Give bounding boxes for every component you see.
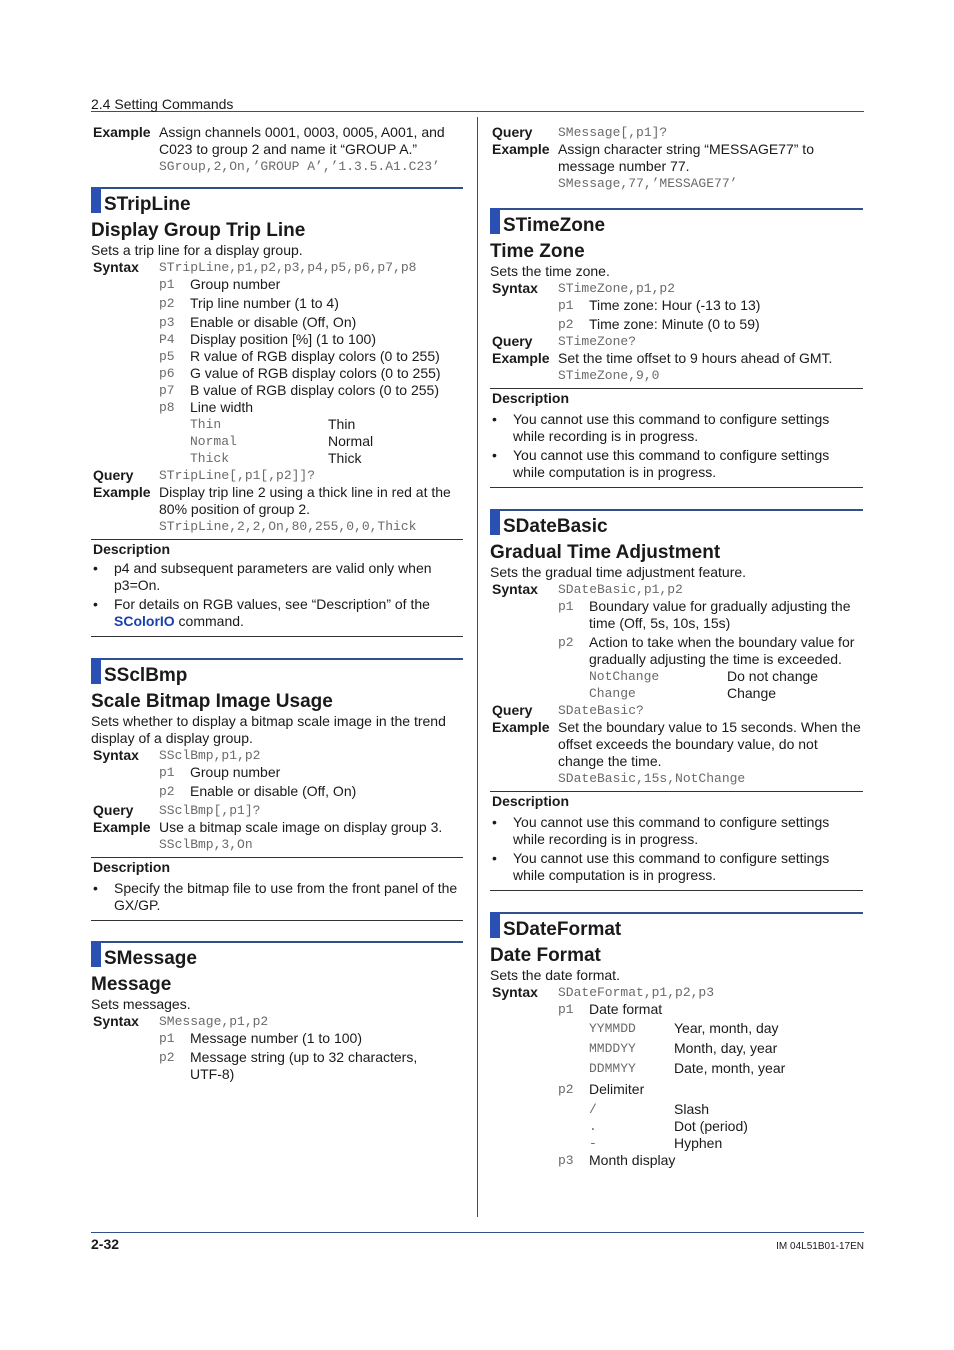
- text-block: G value of RGB display colors (0 to 255): [190, 365, 441, 381]
- parameter-row: [159, 1049, 463, 1083]
- page-number: 2-32: [91, 1236, 120, 1252]
- option-row: [589, 668, 863, 685]
- option-row: [589, 685, 863, 702]
- bullet: •: [492, 447, 497, 463]
- page-footer: [91, 1232, 864, 1252]
- text-block: [91, 259, 463, 467]
- code-text: SMessage,p1,p2: [159, 1014, 269, 1029]
- text-block: Display trip line 2 using a thick line in red at the 80% position of group 2.: [159, 484, 451, 517]
- section-title: Date Format: [490, 945, 601, 966]
- code-text: -: [589, 1136, 597, 1151]
- text-block: Date, month, year: [674, 1060, 786, 1076]
- section-smessage: [91, 941, 463, 1085]
- parameter-row: [159, 276, 463, 293]
- option-row: [589, 1118, 863, 1135]
- text-block: [91, 658, 463, 686]
- text-block: [490, 850, 863, 884]
- section-stripline: [91, 187, 463, 637]
- section-title: Time Zone: [490, 241, 585, 262]
- text-block: [91, 747, 463, 802]
- text-block: Display position [%] (1 to 100): [190, 331, 376, 347]
- parameter-row: [159, 331, 463, 348]
- text-block: [490, 124, 863, 141]
- text-block: For details on RGB values, see “Description” of the: [114, 596, 430, 612]
- parameter-row: [558, 316, 863, 333]
- command-marker: [91, 941, 101, 967]
- code-text: p7: [159, 383, 175, 398]
- text-block: [114, 596, 463, 630]
- left-column: [91, 124, 463, 1085]
- command-marker: [490, 208, 500, 234]
- text-block: [91, 596, 463, 630]
- text-block: [490, 333, 863, 350]
- text-block: [558, 984, 863, 1171]
- section-sdateformat: [490, 912, 863, 1171]
- code-text: NotChange: [589, 669, 660, 684]
- command-name: SMessage: [104, 948, 197, 969]
- field-label: Example: [492, 350, 550, 366]
- parameter-row: [159, 1030, 463, 1047]
- text-block: Enable or disable (Off, On): [190, 783, 357, 799]
- text-block: [490, 141, 863, 192]
- parameter-row: [558, 1081, 863, 1098]
- text-block: [490, 411, 863, 445]
- command-marker: [490, 912, 500, 938]
- text-block: [159, 819, 463, 853]
- description-heading: Description: [492, 390, 570, 406]
- text-block: Change: [727, 685, 777, 701]
- parameter-row: [159, 783, 463, 800]
- text-block: [91, 467, 463, 484]
- text-block: Assign channels 0001, 0003, 0005, A001, and C023 to group 2 and name it “GROUP A.”: [159, 124, 445, 157]
- text-block: You cannot use this command to configure settings while computation is in progress.: [513, 850, 830, 883]
- text-block: [558, 141, 863, 192]
- code-text: Change: [589, 686, 636, 701]
- field-label: Query: [492, 333, 533, 349]
- text-block: Sets the date format.: [490, 967, 620, 983]
- bullet: •: [492, 411, 497, 427]
- parameter-row: [558, 1001, 863, 1018]
- text-block: Sets whether to display a bitmap scale image in the trend display of a display group.: [91, 713, 446, 746]
- text-block: R value of RGB display colors (0 to 255): [190, 348, 440, 364]
- field-label: Query: [93, 802, 134, 818]
- bullet: •: [492, 850, 497, 866]
- text-block: Assign character string “MESSAGE77” to message number 77.: [558, 141, 814, 174]
- option-row: [190, 450, 463, 467]
- option-row: [589, 1101, 863, 1118]
- section-title: Gradual Time Adjustment: [490, 542, 721, 563]
- parameter-row: [159, 295, 463, 312]
- code-text: DDMMYY: [589, 1061, 636, 1076]
- code-text: SMessage,77,’MESSAGE77’: [558, 176, 738, 191]
- text-block: [159, 747, 463, 802]
- field-label: Syntax: [492, 280, 538, 296]
- command-name: STripLine: [104, 194, 191, 215]
- option-row: [190, 416, 463, 433]
- field-label: Syntax: [492, 984, 538, 1000]
- text-block: Slash: [674, 1101, 710, 1117]
- bullet: •: [492, 814, 497, 830]
- code-text: SSclBmp,p1,p2: [159, 748, 261, 763]
- text-block: Delimiter: [589, 1081, 645, 1097]
- text-block: [558, 719, 863, 787]
- code-text: p1: [159, 277, 175, 292]
- code-text: p1: [159, 765, 175, 780]
- text-block: Use a bitmap scale image on display group 3.: [159, 819, 443, 835]
- text-block: [490, 702, 863, 719]
- text-block: [91, 560, 463, 594]
- section-stimezone: [490, 208, 863, 488]
- field-label: Syntax: [492, 581, 538, 597]
- text-block: [91, 941, 463, 969]
- field-label: Syntax: [93, 1013, 139, 1029]
- field-label: Example: [492, 719, 550, 735]
- parameter-row: [159, 399, 463, 416]
- code-text: SDateBasic,p1,p2: [558, 582, 683, 597]
- text-block: [490, 984, 863, 1171]
- text-block: [91, 802, 463, 819]
- code-text: p1: [159, 1031, 175, 1046]
- command-name: SDateBasic: [503, 516, 608, 537]
- description-box: [490, 791, 863, 891]
- text-block: Year, month, day: [674, 1020, 779, 1036]
- code-text: SSclBmp,3,On: [159, 837, 253, 852]
- text-block: Sets messages.: [91, 996, 191, 1012]
- code-text: STripLine,p1,p2,p3,p4,p5,p6,p7,p8: [159, 260, 417, 275]
- command-marker: [91, 658, 101, 684]
- code-text: SSclBmp[,p1]?: [159, 803, 261, 818]
- command-name: STimeZone: [503, 215, 606, 236]
- bullet: •: [93, 596, 98, 612]
- text-block: [490, 350, 863, 384]
- text-block: Set the boundary value to 15 seconds. When the offset exceeds the boundary value, do not change the time.: [558, 719, 861, 769]
- text-block: [159, 259, 463, 467]
- code-text: SDateFormat,p1,p2,p3: [558, 985, 715, 1000]
- field-label: Example: [93, 124, 151, 140]
- field-label: Query: [492, 702, 533, 718]
- text-block: [558, 280, 863, 333]
- code-text: STimeZone,p1,p2: [558, 281, 676, 296]
- text-block: [91, 484, 463, 535]
- text-block: [91, 880, 463, 914]
- code-text: Thin: [190, 417, 222, 432]
- code-text: p2: [558, 1082, 574, 1097]
- code-text: .: [589, 1119, 597, 1134]
- text-block: Do not change: [727, 668, 819, 684]
- text-block: Sets the gradual time adjustment feature.: [490, 564, 747, 580]
- command-bar: [91, 187, 463, 215]
- code-text: p2: [159, 1050, 175, 1065]
- text-block: Specify the bitmap file to use from the front panel of the GX/GP.: [114, 880, 458, 913]
- description-box: [91, 857, 463, 921]
- field-label: Example: [93, 484, 151, 500]
- text-block: Boundary value for gradually adjusting the time (Off, 5s, 10s, 15s): [589, 598, 851, 631]
- bullet: •: [93, 560, 98, 576]
- text-block: [490, 509, 863, 537]
- text-block: Trip line number (1 to 4): [190, 295, 339, 311]
- section-title: Message: [91, 974, 172, 995]
- parameter-row: [558, 1152, 863, 1169]
- bullet: •: [93, 880, 98, 896]
- parameter-row: [558, 634, 863, 668]
- code-text: p2: [558, 635, 574, 650]
- code-text: p3: [159, 315, 175, 330]
- text-block: Sets the time zone.: [490, 263, 610, 279]
- option-row: [589, 1040, 863, 1057]
- parameter-row: [159, 348, 463, 365]
- code-text: p3: [558, 1153, 574, 1168]
- text-block: [91, 819, 463, 853]
- field-label: Query: [492, 124, 533, 140]
- text-block: [490, 280, 863, 333]
- text-block: Thin: [328, 416, 356, 432]
- code-text: STimeZone?: [558, 334, 637, 349]
- parameter-row: [159, 764, 463, 781]
- column-divider: [477, 117, 478, 1217]
- code-text: STripLine,2,2,On,80,255,0,0,Thick: [159, 519, 417, 534]
- command-name: SDateFormat: [503, 919, 622, 940]
- text-block: B value of RGB display colors (0 to 255): [190, 382, 440, 398]
- text-block: p4 and subsequent parameters are valid only when p3=On.: [114, 560, 432, 593]
- description-heading: Description: [492, 793, 570, 809]
- text-block: Month, day, year: [674, 1040, 778, 1056]
- text-block: Line width: [190, 399, 254, 415]
- description-box: [91, 539, 463, 637]
- text-block: Group number: [190, 764, 281, 780]
- section-title: 2.4 Setting Commands: [91, 96, 234, 112]
- text-block: Date format: [589, 1001, 663, 1017]
- field-label: Query: [93, 467, 134, 483]
- option-row: [589, 1060, 863, 1077]
- top-example: [91, 124, 463, 175]
- code-text: p6: [159, 366, 175, 381]
- text-block: Month display: [589, 1152, 676, 1168]
- code-text: SGroup,2,On,’GROUP A’,’1.3.5.A1.C23’: [159, 159, 440, 174]
- code-text: Thick: [190, 451, 230, 466]
- section-title: Display Group Trip Line: [91, 220, 306, 241]
- field-label: Example: [492, 141, 550, 157]
- command-marker: [91, 187, 101, 213]
- text-block: [490, 912, 863, 940]
- doc-number: IM 04L51B01-17EN: [776, 1241, 864, 1252]
- code-text: p1: [558, 298, 574, 313]
- text-block: Message string (up to 32 characters, UTF-8): [190, 1049, 418, 1082]
- text-block: Action to take when the boundary value for gradually adjusting the time is exceeded.: [589, 634, 855, 667]
- text-block: You cannot use this command to configure settings while recording is in progress.: [513, 814, 830, 847]
- text-block: Time zone: Minute (0 to 59): [589, 316, 760, 332]
- command-name: SSclBmp: [104, 665, 188, 686]
- scolorio-link[interactable]: SColorIO: [114, 613, 175, 629]
- text-block: Normal: [328, 433, 374, 449]
- text-block: [558, 350, 863, 384]
- text-block: [490, 447, 863, 481]
- code-text: /: [589, 1102, 597, 1117]
- code-text: MMDDYY: [589, 1041, 636, 1056]
- text-block: command.: [174, 613, 244, 629]
- code-text: p5: [159, 349, 175, 364]
- section-title: Scale Bitmap Image Usage: [91, 691, 333, 712]
- running-header: [91, 96, 864, 112]
- right-column: [490, 124, 863, 1171]
- section-ssclbmp: [91, 658, 463, 921]
- text-block: [159, 124, 463, 175]
- description-heading: Description: [93, 541, 171, 557]
- parameter-row: [159, 382, 463, 399]
- section-sdatebasic: [490, 509, 863, 891]
- code-text: p1: [558, 599, 574, 614]
- text-block: [159, 1013, 463, 1085]
- field-label: Syntax: [93, 259, 139, 275]
- parameter-row: [159, 365, 463, 382]
- code-text: p8: [159, 400, 175, 415]
- code-text: YYMMDD: [589, 1021, 636, 1036]
- text-block: [91, 1013, 463, 1085]
- text-block: Group number: [190, 276, 281, 292]
- code-text: p2: [159, 784, 175, 799]
- code-text: p2: [558, 317, 574, 332]
- code-text: SMessage[,p1]?: [558, 125, 668, 140]
- text-block: Hyphen: [674, 1135, 723, 1151]
- text-block: [490, 814, 863, 848]
- code-text: SDateBasic,15s,NotChange: [558, 771, 746, 786]
- code-text: STimeZone,9,0: [558, 368, 660, 383]
- text-block: You cannot use this command to configure settings while computation is in progress.: [513, 447, 830, 480]
- text-block: Message number (1 to 100): [190, 1030, 362, 1046]
- parameter-row: [558, 598, 863, 632]
- code-text: STripLine[,p1[,p2]]?: [159, 468, 316, 483]
- text-block: Dot (period): [674, 1118, 748, 1134]
- code-text: P4: [159, 332, 175, 347]
- text-block: Thick: [328, 450, 362, 466]
- code-text: SDateBasic?: [558, 703, 644, 718]
- text-block: [558, 581, 863, 702]
- parameter-row: [159, 314, 463, 331]
- code-text: Normal: [190, 434, 237, 449]
- text-block: [490, 208, 863, 236]
- text-block: [490, 719, 863, 787]
- command-marker: [490, 509, 500, 535]
- field-label: Example: [93, 819, 151, 835]
- code-text: p1: [558, 1002, 574, 1017]
- description-box: [490, 388, 863, 488]
- text-block: [490, 581, 863, 702]
- option-row: [190, 433, 463, 450]
- text-block: Sets a trip line for a display group.: [91, 242, 303, 258]
- parameter-row: [558, 297, 863, 314]
- text-block: Enable or disable (Off, On): [190, 314, 357, 330]
- text-block: Set the time offset to 9 hours ahead of GMT.: [558, 350, 833, 366]
- text-block: You cannot use this command to configure settings while recording is in progress.: [513, 411, 830, 444]
- description-heading: Description: [93, 859, 171, 875]
- text-block: [159, 484, 463, 535]
- option-row: [589, 1020, 863, 1037]
- code-text: p2: [159, 296, 175, 311]
- text-block: Time zone: Hour (-13 to 13): [589, 297, 761, 313]
- field-label: Syntax: [93, 747, 139, 763]
- option-row: [589, 1135, 863, 1152]
